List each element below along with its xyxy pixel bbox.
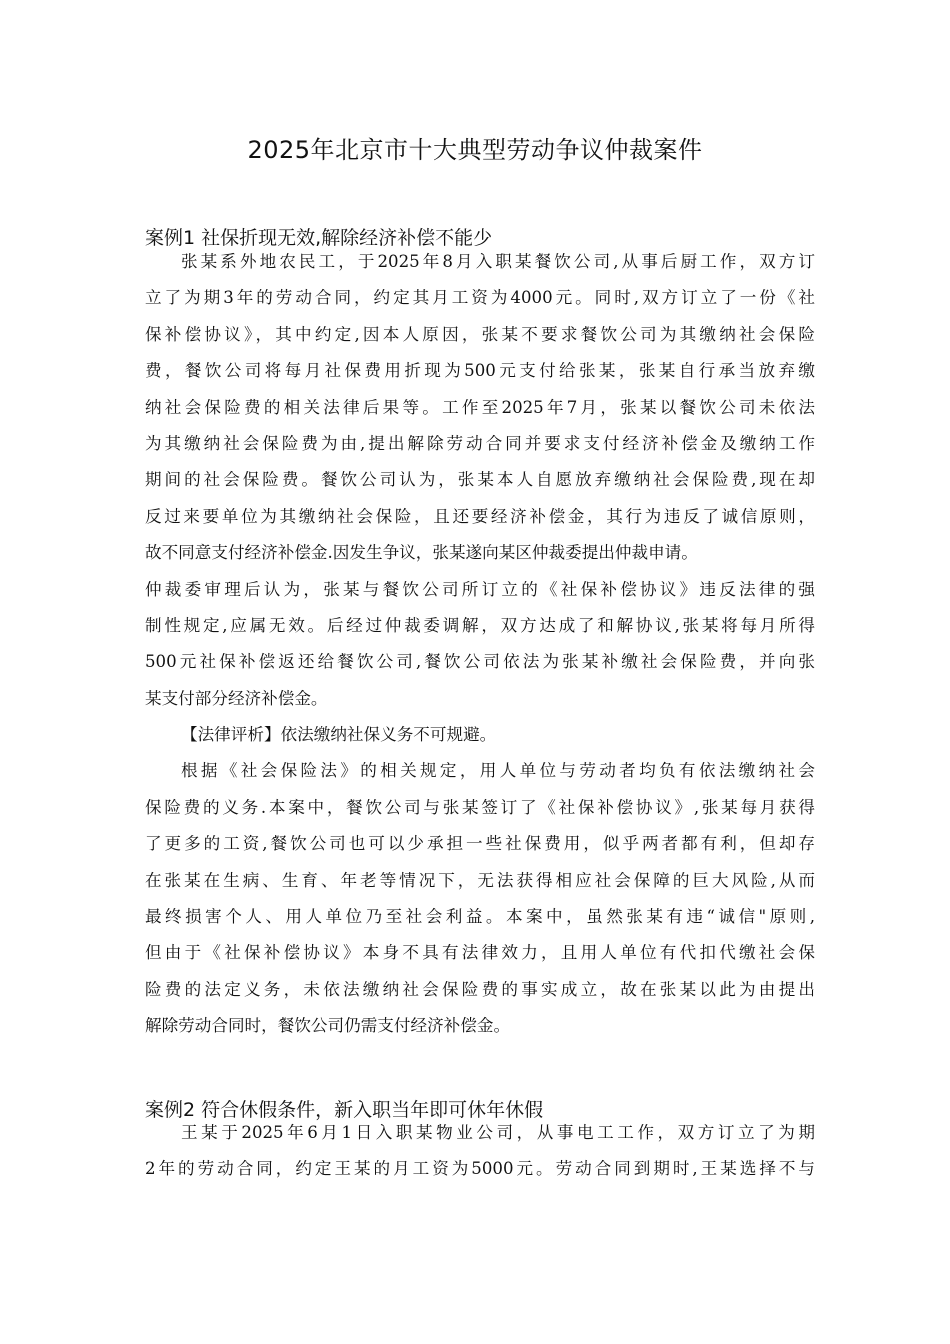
paragraph-line: 期间的社会保险费。餐饮公司认为，张某本人自愿放弃缴纳社会保险费,现在却 xyxy=(145,470,815,490)
paragraph-line: 反过来要单位为其缴纳社会保险，且还要经济补偿金，其行为违反了诚信原则， xyxy=(145,506,815,526)
document-title: 2025年北京市十大典型劳动争议仲裁案件 xyxy=(247,136,703,164)
paragraph-line: 保补偿协议》，其中约定,因本人原因，张某不要求餐饮公司为其缴纳社会保险 xyxy=(145,324,815,344)
paragraph-line: 立了为期3年的劳动合同，约定其月工资为4000元。同时,双方订立了一份《社 xyxy=(145,288,815,308)
paragraph-line: 费，餐饮公司将每月社保费用折现为500元支付给张某，张某自行承当放弃缴 xyxy=(145,361,815,381)
case-1-heading: 案例1 社保折现无效,解除经济补偿不能少 xyxy=(145,227,493,249)
paragraph-line: 500元社保补偿返还给餐饮公司,餐饮公司依法为张某补缴社会保险费，并向张 xyxy=(145,652,815,672)
case-2-heading: 案例2 符合休假条件，新入职当年即可休年休假 xyxy=(145,1099,544,1121)
paragraph-line: 在张某在生病、生育、年老等情况下，无法获得相应社会保障的巨大风险,从而 xyxy=(145,870,815,890)
paragraph-line: 了更多的工资,餐饮公司也可以少承担一些社保费用，似乎两者都有利，但却存 xyxy=(145,834,815,854)
paragraph-line: 2年的劳动合同，约定王某的月工资为5000元。劳动合同到期时,王某选择不与 xyxy=(145,1159,815,1179)
case-2-body xyxy=(145,1115,815,1188)
paragraph-line: 根据《社会保险法》的相关规定，用人单位与劳动者均负有依法缴纳社会 xyxy=(181,761,815,781)
paragraph-line: 张某系外地农民工，于2025年8月入职某餐饮公司,从事后厨工作，双方订 xyxy=(181,252,815,271)
case-1-body xyxy=(145,244,815,1045)
paragraph-line: 仲裁委审理后认为，张某与餐饮公司所订立的《社保补偿协议》违反法律的强 xyxy=(145,579,815,599)
legal-analysis-heading: 【法律评析】依法缴纳社保义务不可规避。 xyxy=(181,725,497,745)
paragraph-line: 最终损害个人、用人单位乃至社会利益。本案中，虽然张某有违“诚信"原则, xyxy=(145,907,815,927)
paragraph-line: 某支付部分经济补偿金。 xyxy=(145,688,328,708)
paragraph-line: 纳社会保险费的相关法律后果等。工作至2025年7月，张某以餐饮公司未依法 xyxy=(145,397,815,417)
paragraph-line: 解除劳动合同时，餐饮公司仍需支付经济补偿金。 xyxy=(145,1016,511,1036)
paragraph-line: 保险费的义务.本案中，餐饮公司与张某签订了《社保补偿协议》,张某每月获得 xyxy=(145,797,815,817)
paragraph-line: 但由于《社保补偿协议》本身不具有法律效力，且用人单位有代扣代缴社会保 xyxy=(145,943,815,963)
paragraph-line: 为其缴纳社会保险费为由,提出解除劳动合同并要求支付经济补偿金及缴纳工作 xyxy=(145,433,815,453)
paragraph-line: 故不同意支付经济补偿金.因发生争议，张某遂向某区仲裁委提出仲裁申请。 xyxy=(145,543,698,563)
paragraph-line: 险费的法定义务，未依法缴纳社会保险费的事实成立，故在张某以此为由提出 xyxy=(145,979,815,999)
paragraph-line: 制性规定,应属无效。后经过仲裁委调解，双方达成了和解协议,张某将每月所得 xyxy=(145,615,815,635)
paragraph-line: 王某于2025年6月1日入职某物业公司，从事电工工作，双方订立了为期 xyxy=(181,1123,815,1142)
